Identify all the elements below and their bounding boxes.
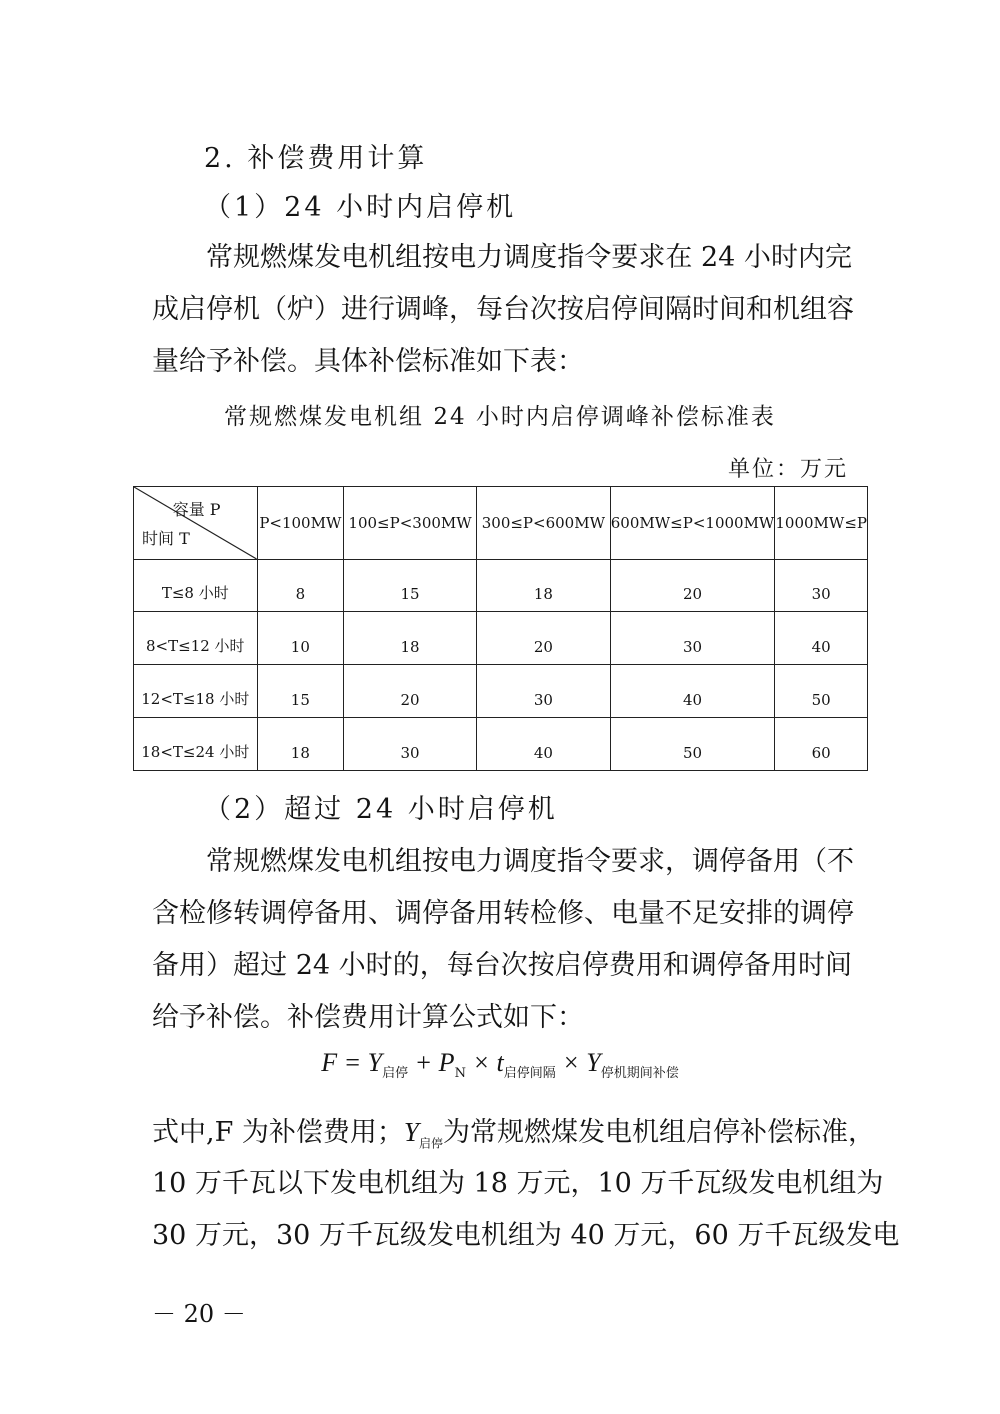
paragraph-line: 备用）超过 24 小时的，每台次按启停费用和调停备用时间 <box>152 950 852 981</box>
table-cell: 18 <box>344 612 477 665</box>
paragraph-3 <box>152 1106 900 1262</box>
table-cell: 10 <box>257 612 344 665</box>
table-cell: 50 <box>610 718 775 771</box>
table-cell: 15 <box>257 665 344 718</box>
table-row <box>134 612 868 665</box>
formula-term: × Y <box>555 1048 601 1077</box>
table-cell: 40 <box>775 612 868 665</box>
paragraph-line: 常规燃煤发电机组按电力调度指令要求在 24 小时内完 <box>206 242 852 273</box>
table-cell: 50 <box>775 665 868 718</box>
formula-sub: 启停间隔 <box>503 1066 556 1082</box>
text-run: 为常规燃煤发电机组启停补偿标准， <box>442 1117 875 1148</box>
corner-capacity-label: 容量 P <box>172 500 221 519</box>
section-title: 2. 补偿费用计算 <box>204 143 428 174</box>
text-run: 式中,F 为补偿费用； <box>152 1117 404 1148</box>
formula-sub: 停机期间补偿 <box>600 1066 679 1082</box>
paragraph-line: 成启停机（炉）进行调峰，每台次按启停间隔时间和机组容 <box>152 294 854 325</box>
compensation-table <box>133 486 868 771</box>
table-cell: 15 <box>344 560 477 612</box>
table-cell: 30 <box>610 612 775 665</box>
row-label: 8<T≤12 小时 <box>134 612 258 665</box>
table-cell: 8 <box>257 560 344 612</box>
header-cell: 100≤P<300MW <box>344 487 477 560</box>
table-row <box>134 718 868 771</box>
formula-sub: 启停 <box>382 1066 409 1082</box>
header-cell: P<100MW <box>257 487 344 560</box>
header-cell: 1000MW≤P <box>775 487 868 560</box>
table-cell: 30 <box>775 560 868 612</box>
symbol-y: Y <box>403 1117 419 1147</box>
subsection-title-1: （1）24 小时内启停机 <box>204 192 517 223</box>
paragraph-line: 量给予补偿。具体补偿标准如下表： <box>152 346 584 377</box>
symbol-sub: 启停 <box>418 1136 443 1151</box>
table-cell: 40 <box>477 718 611 771</box>
paragraph-line: 常规燃煤发电机组按电力调度指令要求，调停备用（不 <box>206 846 854 877</box>
header-cell: 300≤P<600MW <box>477 487 611 560</box>
table-unit: 单位：万元 <box>727 457 848 482</box>
corner-cell <box>134 487 258 560</box>
row-label: 12<T≤18 小时 <box>134 665 258 718</box>
corner-time-label: 时间 T <box>142 529 190 548</box>
table-cell: 60 <box>775 718 868 771</box>
formula-sub: N <box>454 1066 466 1082</box>
table-row <box>134 665 868 718</box>
table-cell: 30 <box>477 665 611 718</box>
paragraph-line: 10 万千瓦以下发电机组为 18 万元，10 万千瓦级发电机组为 <box>152 1168 884 1199</box>
compensation-formula <box>0 1048 1000 1081</box>
table-cell: 20 <box>477 612 611 665</box>
page-number: － 20 － <box>152 1300 246 1328</box>
table-header-row <box>134 487 868 560</box>
table-caption: 常规燃煤发电机组 24 小时内启停调峰补偿标准表 <box>224 404 776 430</box>
paragraph-2 <box>152 836 852 1044</box>
formula-term: + P <box>408 1048 455 1077</box>
subsection-title-2: （2）超过 24 小时启停机 <box>204 794 558 825</box>
table-cell: 18 <box>477 560 611 612</box>
table-cell: 20 <box>610 560 775 612</box>
table-cell: 40 <box>610 665 775 718</box>
paragraph-1 <box>152 232 852 388</box>
paragraph-line: 含检修转调停备用、调停备用转检修、电量不足安排的调停 <box>152 898 854 929</box>
table-cell: 20 <box>344 665 477 718</box>
row-label: T≤8 小时 <box>134 560 258 612</box>
header-cell: 600MW≤P<1000MW <box>610 487 775 560</box>
formula-term: × t <box>465 1048 504 1077</box>
row-label: 18<T≤24 小时 <box>134 718 258 771</box>
paragraph-line <box>152 1106 875 1158</box>
table-cell: 30 <box>344 718 477 771</box>
table-cell: 18 <box>257 718 344 771</box>
paragraph-line: 30 万元，30 万千瓦级发电机组为 40 万元，60 万千瓦级发电 <box>152 1220 900 1251</box>
paragraph-line: 给予补偿。补偿费用计算公式如下： <box>152 1002 584 1033</box>
formula-lhs: F = Y <box>321 1048 383 1077</box>
table-row <box>134 560 868 612</box>
